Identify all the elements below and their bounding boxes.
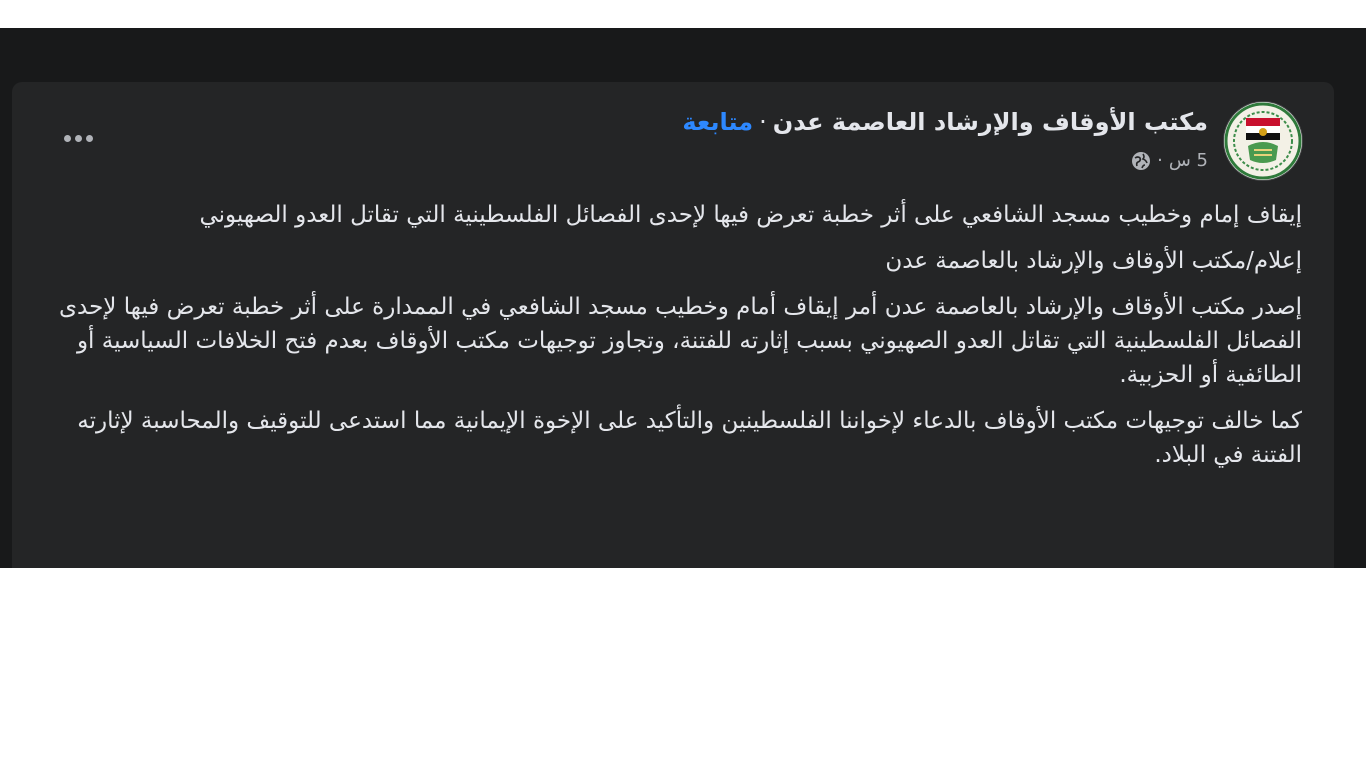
globe-icon[interactable] [1131,151,1151,171]
more-dot [86,135,93,142]
post-source-line: إعلام/مكتب الأوقاف والإرشاد بالعاصمة عدن [885,248,1302,274]
post-paragraph: إصدر مكتب الأوقاف والإرشاد بالعاصمة عدن أمر إيقاف أمام وخطيب مسجد الشافعي في الممدارة على أثر خطبة تعرض فيها لإحدى الفصائل الفلسطينية التي تقاتل العدو الصهيوني بسبب إثارته للفتنة، وتجاوز توجيهات مكتب الأوقاف بعدم فتح الخلافات السياسية أو الطائفية أو الحزبية. [59,294,1302,388]
meta-separator: · [1157,150,1163,171]
post-headline: إيقاف إمام وخطيب مسجد الشافعي على أثر خطبة تعرض فيها لإحدى الفصائل الفلسطينية التي تقاتل العدو الصهيوني [199,202,1302,228]
page-name-link[interactable]: مكتب الأوقاف والإرشاد العاصمة عدن [772,108,1208,136]
header-separator: · [759,108,767,136]
more-dot [64,135,71,142]
post-card [12,82,1334,568]
post-meta [1131,150,1208,171]
more-dot [75,135,82,142]
post-timestamp[interactable]: 5 س [1168,150,1208,171]
follow-button[interactable]: متابعة [682,108,754,136]
post-paragraph: كما خالف توجيهات مكتب الأوقاف بالدعاء لإخواننا الفلسطينين والتأكيد على الإخوة الإيمانية مما استدعى للتوقيف والمحاسبة لإثارته الفتنة في البلاد. [77,408,1302,468]
page-avatar[interactable] [1224,102,1302,180]
page-logo [1224,102,1302,180]
more-options-icon[interactable] [58,126,98,150]
post-body [48,198,1302,484]
feed-background [0,28,1366,568]
post-header [682,108,1208,136]
